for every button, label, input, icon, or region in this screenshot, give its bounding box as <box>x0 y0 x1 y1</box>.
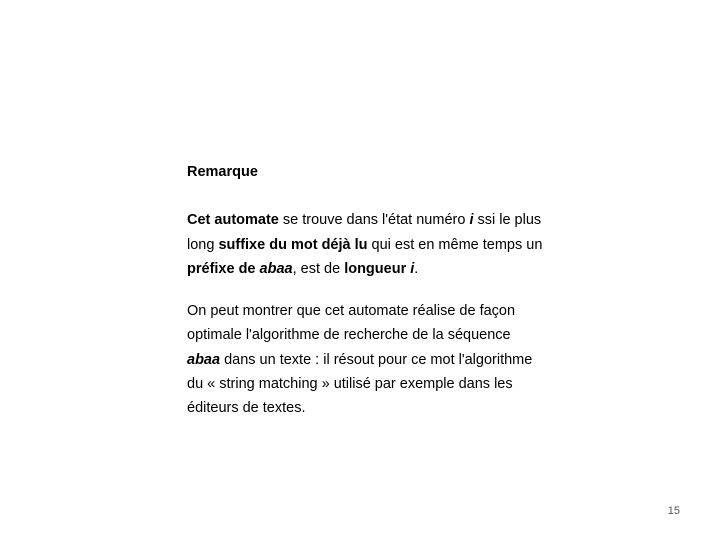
word-abaa: abaa <box>187 351 221 368</box>
word-abaa: abaa <box>259 260 293 277</box>
text-segment: . <box>414 260 419 277</box>
term-suffixe: suffixe du mot déjà lu <box>218 236 368 253</box>
text-segment: qui est en même temps un <box>367 236 543 253</box>
paragraph-automate-state <box>187 208 547 281</box>
variable-i: i <box>410 260 415 277</box>
text-segment: dans un texte : il résout pour ce mot l'algorithme du « string matching » utilisé par exemple dans les éditeurs de textes. <box>187 351 533 417</box>
term-longueur: longueur <box>344 260 407 277</box>
variable-i: i <box>469 212 474 229</box>
page-number: 15 <box>667 505 680 517</box>
term-automate: Cet automate <box>187 212 279 229</box>
spacer <box>187 281 547 299</box>
text-segment: On peut montrer que cet automate réalise de façon optimale l'algorithme de recherche de la séquence <box>187 303 516 344</box>
paragraph-string-matching <box>187 299 547 420</box>
remark-heading: Remarque <box>187 164 258 180</box>
text-segment: , est de <box>292 260 345 277</box>
text-segment: ssi le plus long <box>187 212 542 253</box>
text-segment: se trouve dans l'état numéro <box>278 212 470 229</box>
term-prefixe: préfixe de <box>187 260 256 277</box>
slide-content <box>187 160 547 421</box>
spacer <box>187 184 547 208</box>
